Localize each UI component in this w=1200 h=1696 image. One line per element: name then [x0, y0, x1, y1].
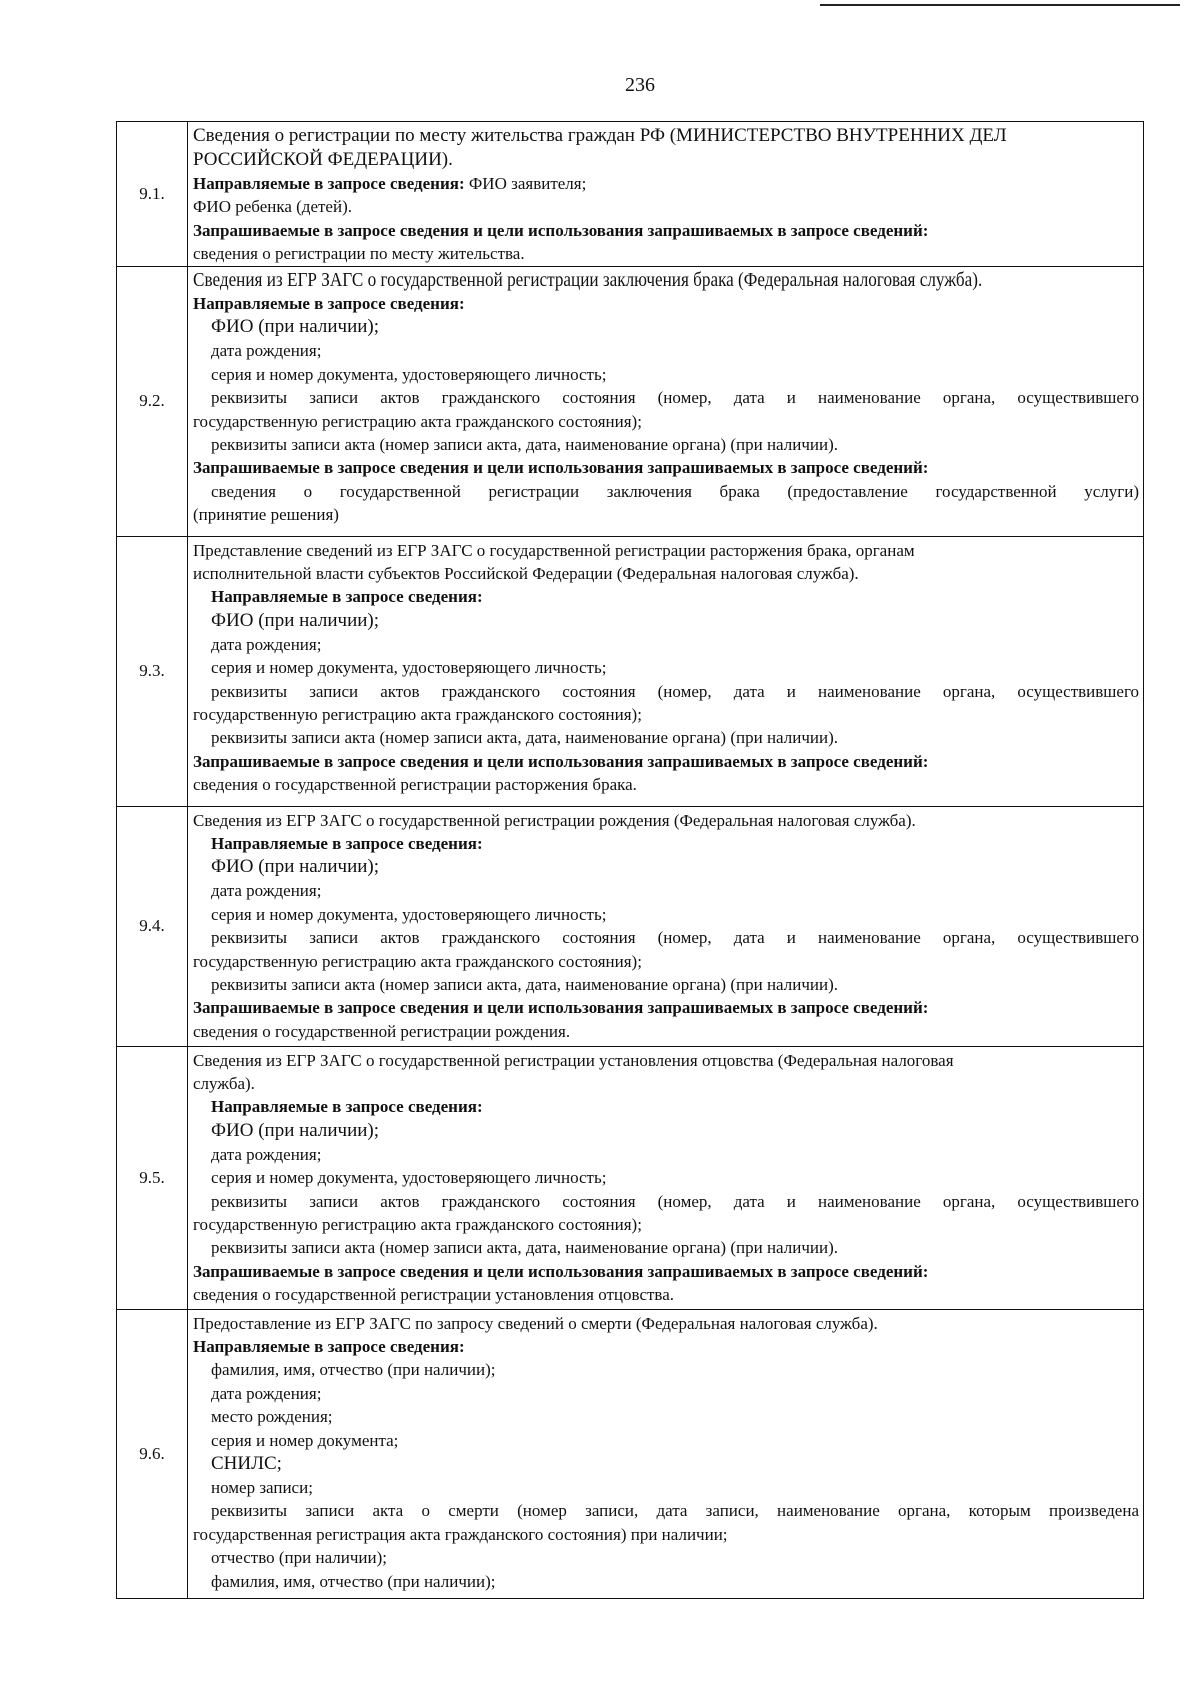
sent-item: государственную регистрацию акта гражданского состояния);	[193, 705, 642, 725]
sent-item: ФИО ребенка (детей).	[193, 197, 352, 217]
top-rule	[820, 4, 1180, 6]
requested-text: сведения о государственной регистрации расторжения брака.	[193, 775, 637, 795]
sent-heading: Направляемые в запросе сведения:	[193, 1337, 465, 1357]
sent-heading: Направляемые в запросе сведения:	[193, 174, 465, 193]
sent-item: дата рождения;	[211, 341, 322, 361]
row-content	[188, 266, 1144, 536]
requested-heading: Запрашиваемые в запросе сведения и цели использования запрашиваемых в запросе сведений:	[193, 458, 929, 478]
table-row	[117, 1309, 1144, 1598]
sent-item: серия и номер документа, удостоверяющего личность;	[211, 364, 607, 384]
sent-heading: Направляемые в запросе сведения:	[211, 834, 483, 854]
sent-item: СНИЛС;	[211, 1453, 282, 1475]
sent-item: реквизиты записи актов гражданского состояния (номер, дата и наименование органа, осуществившего	[211, 1191, 1139, 1211]
sent-item: государственную регистрацию акта гражданского состояния);	[193, 1215, 642, 1235]
table-row	[117, 1046, 1144, 1309]
requested-text: сведения о регистрации по месту жительства.	[193, 244, 525, 264]
requested-text: (принятие решения)	[193, 505, 339, 525]
sent-item: дата рождения;	[211, 881, 322, 901]
row-title: Представление сведений из ЕГР ЗАГС о государственной регистрации расторжения брака, органам	[193, 540, 915, 560]
sent-item: реквизиты записи акта (номер записи акта, дата, наименование органа) (при наличии).	[211, 1238, 838, 1258]
sent-item: серия и номер документа, удостоверяющего личность;	[211, 658, 607, 678]
row-number: 9.2.	[117, 266, 188, 536]
requested-text: сведения о государственной регистрации рождения.	[193, 1021, 571, 1041]
sent-item: дата рождения;	[211, 1144, 322, 1164]
sent-text: ФИО заявителя;	[464, 174, 587, 193]
sent-item: дата рождения;	[211, 634, 322, 654]
row-content	[188, 1046, 1144, 1309]
sent-item: государственную регистрацию акта гражданского состояния);	[193, 411, 642, 431]
sent-item: фамилия, имя, отчество (при наличии);	[211, 1571, 496, 1591]
requested-heading: Запрашиваемые в запросе сведения и цели использования запрашиваемых в запросе сведений:	[193, 998, 929, 1018]
sent-item: реквизиты записи акта (номер записи акта, дата, наименование органа) (при наличии).	[211, 728, 838, 748]
sent-item: государственную регистрацию акта гражданского состояния);	[193, 951, 642, 971]
sent-item: ФИО (при наличии);	[211, 316, 380, 338]
sent-item: место рождения;	[211, 1407, 333, 1427]
table-row	[117, 536, 1144, 806]
row-content	[188, 1309, 1144, 1598]
sent-item: серия и номер документа;	[211, 1430, 399, 1450]
row-title: исполнительной власти субъектов Российской Федерации (Федеральная налоговая служба).	[193, 564, 859, 584]
requested-heading: Запрашиваемые в запросе сведения и цели использования запрашиваемых в запросе сведений:	[193, 751, 929, 771]
sent-item: государственная регистрация акта гражданского состояния) при наличии;	[193, 1524, 728, 1544]
requested-text: сведения о государственной регистрации заключения брака (предоставление государственной услуги)	[211, 481, 1139, 501]
sent-item: серия и номер документа, удостоверяющего личность;	[211, 1168, 607, 1188]
sent-item: ФИО (при наличии);	[211, 856, 380, 878]
row-title: Сведения из ЕГР ЗАГС о государственной регистрации заключения брака (Федеральная налоговая служба).	[193, 269, 983, 291]
row-number: 9.4.	[117, 806, 188, 1046]
sent-item: дата рождения;	[211, 1383, 322, 1403]
sent-item: реквизиты записи актов гражданского состояния (номер, дата и наименование органа, осуществившего	[211, 388, 1139, 408]
row-title: Сведения о регистрации по месту жительства граждан РФ (МИНИСТЕРСТВО ВНУТРЕННИХ ДЕЛ	[193, 125, 1007, 146]
page-number: 236	[625, 74, 655, 96]
table-row	[117, 266, 1144, 536]
sent-item: ФИО (при наличии);	[211, 609, 380, 631]
sent-heading: Направляемые в запросе сведения:	[211, 1097, 483, 1117]
requested-heading: Запрашиваемые в запросе сведения и цели использования запрашиваемых в запросе сведений:	[193, 220, 929, 240]
row-number: 9.5.	[117, 1046, 188, 1309]
sent-item: ФИО (при наличии);	[211, 1119, 380, 1141]
sent-item: номер записи;	[211, 1478, 313, 1498]
row-title: Сведения из ЕГР ЗАГС о государственной регистрации установления отцовства (Федеральная налоговая	[193, 1050, 954, 1070]
sent-item: серия и номер документа, удостоверяющего личность;	[211, 904, 607, 924]
sent-heading: Направляемые в запросе сведения:	[193, 294, 465, 314]
table-row	[117, 122, 1144, 267]
requested-heading: Запрашиваемые в запросе сведения и цели использования запрашиваемых в запросе сведений:	[193, 1261, 929, 1281]
row-content	[188, 122, 1144, 267]
sent-item: реквизиты записи акта (номер записи акта, дата, наименование органа) (при наличии).	[211, 435, 838, 455]
row-number: 9.3.	[117, 536, 188, 806]
sent-item: отчество (при наличии);	[211, 1548, 387, 1568]
sent-item: реквизиты записи акта (номер записи акта, дата, наименование органа) (при наличии).	[211, 975, 838, 995]
services-table	[116, 121, 1144, 1599]
sent-item: реквизиты записи актов гражданского состояния (номер, дата и наименование органа, осуществившего	[211, 928, 1139, 948]
row-content	[188, 536, 1144, 806]
sent-item: фамилия, имя, отчество (при наличии);	[211, 1360, 496, 1380]
sent-fields	[193, 172, 1139, 195]
row-title: РОССИЙСКОЙ ФЕДЕРАЦИИ).	[193, 149, 453, 170]
row-title: Сведения из ЕГР ЗАГС о государственной регистрации рождения (Федеральная налоговая служба).	[193, 810, 916, 830]
row-number: 9.1.	[117, 122, 188, 267]
row-number: 9.6.	[117, 1309, 188, 1598]
sent-item: реквизиты записи актов гражданского состояния (номер, дата и наименование органа, осуществившего	[211, 681, 1139, 701]
sent-heading: Направляемые в запросе сведения:	[211, 587, 483, 607]
requested-text: сведения о государственной регистрации установления отцовства.	[193, 1285, 675, 1305]
sent-item: реквизиты записи акта о смерти (номер записи, дата записи, наименование органа, которым произведена	[211, 1501, 1139, 1521]
row-content	[188, 806, 1144, 1046]
row-title: служба).	[193, 1074, 255, 1094]
row-title: Предоставление из ЕГР ЗАГС по запросу сведений о смерти (Федеральная налоговая служба).	[193, 1313, 878, 1333]
table-row	[117, 806, 1144, 1046]
